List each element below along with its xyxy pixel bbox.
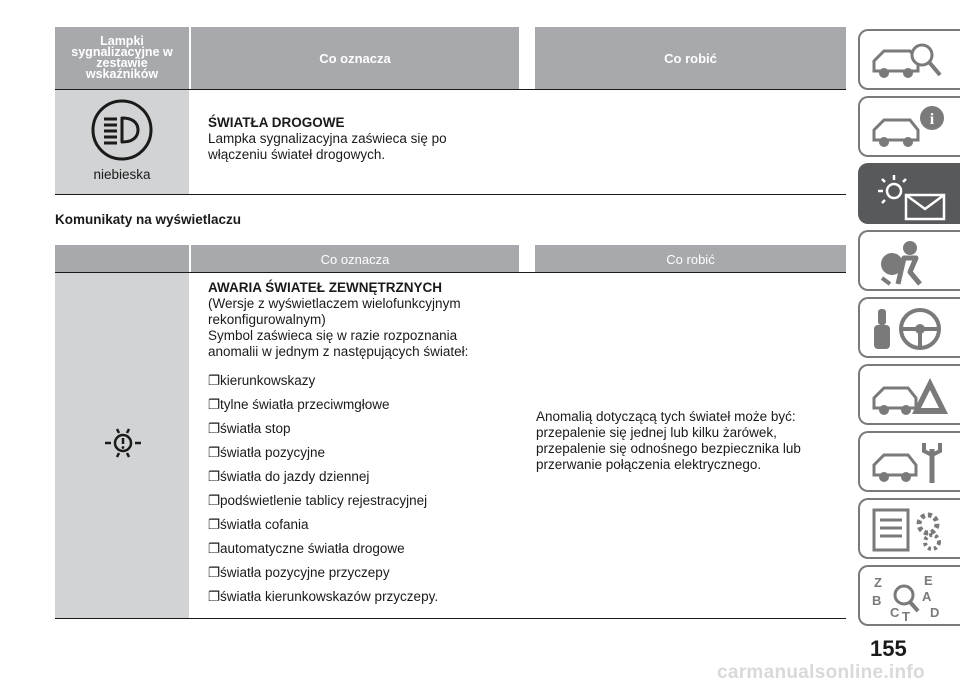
high-beam-title: ŚWIATŁA DROGOWE — [208, 115, 345, 130]
warning-light-envelope-icon — [870, 171, 950, 221]
list-item-label: tylne światła przeciwmgłowe — [220, 397, 390, 412]
header-line: wskaźników — [85, 67, 159, 81]
table2-header-icon — [55, 245, 189, 273]
checkbox-bullet-icon: ❐ — [208, 469, 221, 484]
high-beam-desc-line: włączeniu świateł drogowych. — [208, 147, 386, 162]
table1-header-action: Co robić — [535, 27, 846, 89]
list-item-label: światła cofania — [220, 517, 309, 532]
svg-text:D: D — [930, 605, 940, 620]
tab-safety[interactable] — [858, 230, 960, 291]
tab-emergency[interactable] — [858, 364, 960, 425]
svg-text:A: A — [922, 589, 932, 604]
checkbox-bullet-icon: ❐ — [208, 445, 221, 460]
checkbox-bullet-icon: ❐ — [208, 397, 221, 412]
list-item — [208, 493, 427, 509]
header-line: zestawie — [96, 56, 148, 70]
list-item-label: światła stop — [220, 421, 291, 436]
page-number: 155 — [870, 636, 907, 661]
high-beam-desc-line: Lampka sygnalizacyjna zaświeca się po — [208, 131, 447, 146]
checkbox-bullet-icon: ❐ — [208, 589, 221, 604]
alphabet-index-icon — [870, 573, 950, 623]
action-line: przepalenie się jednej lub kilku żarówek, — [536, 425, 777, 440]
header-line: sygnalizacyjne w — [71, 45, 173, 59]
failure-title: AWARIA ŚWIATEŁ ZEWNĘTRZNYCH — [208, 280, 442, 295]
table2-header-meaning: Co oznacza — [191, 245, 519, 273]
table2-header-action: Co robić — [535, 245, 846, 273]
checklist-gear-icon — [870, 506, 950, 554]
svg-text:T: T — [902, 609, 910, 623]
exterior-light-failure-icon — [103, 423, 143, 463]
checkbox-bullet-icon: ❐ — [208, 565, 221, 580]
car-search-icon — [870, 37, 950, 85]
list-item — [208, 469, 369, 485]
list-item-label: światła do jazdy dziennej — [220, 469, 370, 484]
svg-text:Z: Z — [874, 575, 882, 590]
airbag-person-icon — [870, 238, 950, 286]
action-line: przepalenie się odnośnego bezpiecznika lub — [536, 441, 801, 456]
list-item — [208, 541, 405, 557]
action-line: przerwanie połączenia elektrycznego. — [536, 457, 762, 472]
svg-text:E: E — [924, 573, 933, 588]
checkbox-bullet-icon: ❐ — [208, 541, 221, 556]
svg-text:i: i — [929, 111, 935, 128]
table1-header-meaning: Co oznacza — [191, 27, 519, 89]
failure-intro-line: rekonfigurowalnym) — [208, 312, 326, 327]
car-info-icon — [870, 104, 950, 152]
svg-text:C: C — [890, 605, 900, 620]
list-item-label: podświetlenie tablicy rejestracyjnej — [220, 493, 428, 508]
failure-intro-line: (Wersje z wyświetlaczem wielofunkcyjnym — [208, 296, 461, 311]
list-item — [208, 421, 291, 437]
list-item — [208, 517, 309, 533]
list-item-label: światła kierunkowskazów przyczepy. — [220, 589, 439, 604]
list-item — [208, 373, 315, 389]
car-wrench-icon — [870, 439, 950, 487]
high-beam-icon — [90, 98, 154, 162]
failure-intro-line: Symbol zaświeca się w razie rozpoznania — [208, 328, 458, 343]
table1-header-lamp — [55, 27, 189, 89]
list-item — [208, 589, 438, 605]
table1-bottom-rule — [55, 194, 846, 195]
tab-index[interactable] — [858, 565, 960, 626]
checkbox-bullet-icon: ❐ — [208, 421, 221, 436]
list-item — [208, 397, 390, 413]
tab-car-info[interactable] — [858, 96, 960, 157]
section-title: Komunikaty na wyświetlaczu — [55, 212, 242, 227]
list-item — [208, 445, 325, 461]
failure-intro-line: anomalii w jednym z następujących świateł: — [208, 344, 469, 359]
steering-wheel-key-icon — [870, 305, 950, 353]
tab-maintenance[interactable] — [858, 431, 960, 492]
list-item-label: światła pozycyjne przyczepy — [220, 565, 390, 580]
checkbox-bullet-icon: ❐ — [208, 517, 221, 532]
list-item — [208, 565, 390, 581]
list-item-label: automatyczne światła drogowe — [220, 541, 405, 556]
watermark: carmanualsonline.info — [717, 662, 925, 683]
list-item-label: światła pozycyjne — [220, 445, 326, 460]
tab-car-search[interactable] — [858, 29, 960, 90]
lamp-color-label: niebieska — [93, 167, 151, 182]
action-line: Anomalią dotyczącą tych świateł może być: — [536, 409, 796, 424]
checkbox-bullet-icon: ❐ — [208, 493, 221, 508]
car-warning-triangle-icon — [870, 372, 950, 420]
table2-bottom-rule — [55, 618, 846, 619]
header-line: Lampki — [100, 34, 144, 48]
list-item-label: kierunkowskazy — [220, 373, 316, 388]
svg-text:B: B — [872, 593, 882, 608]
tab-technical-data[interactable] — [858, 498, 960, 559]
tab-starting-driving[interactable] — [858, 297, 960, 358]
tab-warning-lights[interactable] — [858, 163, 960, 224]
checkbox-bullet-icon: ❐ — [208, 373, 221, 388]
